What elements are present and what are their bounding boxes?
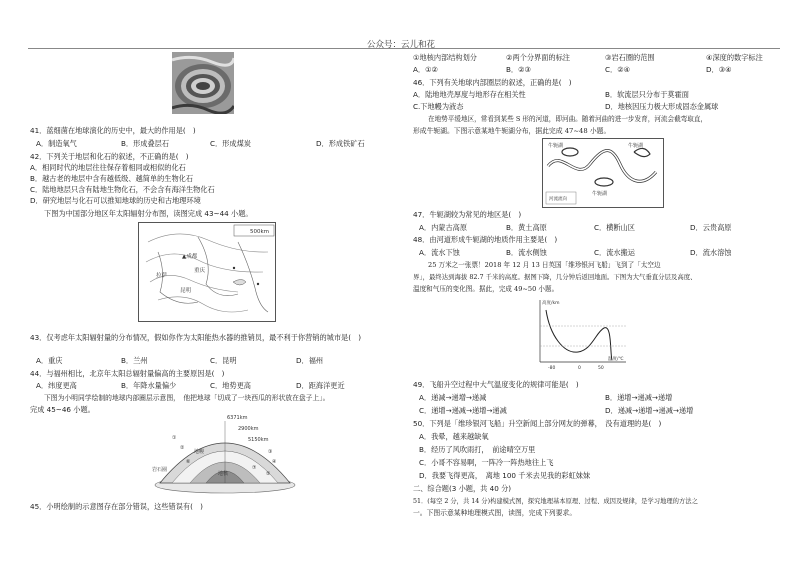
- diagram-label-mantle: 地幔: [194, 449, 205, 455]
- q46-stem: 46．下列有关地球内部圈层的叙述，正确的是( ): [413, 78, 572, 87]
- q43-option-d[interactable]: D．福州: [296, 356, 324, 365]
- earth-interior-diagram: [150, 413, 300, 495]
- diagram-marker-6: ⑥: [186, 459, 191, 465]
- atmosphere-temperature-chart: [528, 296, 630, 372]
- oxbow-legend-flow: 河流流向: [549, 197, 567, 202]
- q49-option-b[interactable]: B．递增→递减→递增: [605, 393, 673, 402]
- q44-option-d[interactable]: D．距海洋更近: [296, 381, 345, 390]
- q41-stem: 41．蓝细菌在地球演化的历史中，最大的作用是( ): [30, 126, 196, 135]
- account-label: 公众号：云儿和花: [367, 40, 436, 50]
- chart-x-axis-label: 温度/℃: [608, 357, 624, 362]
- q45-item-3: ③岩石圈的范围: [605, 53, 655, 62]
- q41-option-b[interactable]: B．形成叠层石: [121, 139, 170, 148]
- q48-option-a[interactable]: A．流水下蚀: [419, 248, 460, 257]
- q46-option-a[interactable]: A．陆地地壳厚度与地形存在相关性: [413, 90, 526, 99]
- q42-option-a[interactable]: A．相同时代的地层往往保存着相同或相似的化石: [30, 163, 186, 172]
- q49-option-a[interactable]: A．递减→递增→递减: [419, 393, 487, 402]
- q44-stem: 44．与福州相比，北京年太阳总辐射量偏高的主要原因是( ): [30, 369, 225, 378]
- q42-option-b[interactable]: B．越古老的地层中含有越低级、越简单的生物化石: [30, 174, 194, 183]
- q42-option-d[interactable]: D．研究地层与化石可以推知地球的历史和古地理环境: [30, 196, 201, 205]
- q50-option-c[interactable]: C．小哥不容易啊，一阵冷一阵热地往上飞: [419, 458, 554, 467]
- q41-option-a[interactable]: A．制造氧气: [36, 139, 77, 148]
- q41-option-d[interactable]: D．形成铁矿石: [316, 139, 365, 148]
- q45-item-2: ②两个分界面的标注: [506, 53, 570, 62]
- q43-option-b[interactable]: B．兰州: [121, 356, 148, 365]
- q47-option-a[interactable]: A．内蒙古高原: [419, 223, 468, 232]
- q48-stem: 48．由河道形成牛轭湖的地质作用主要是( ): [413, 235, 558, 244]
- solar-radiation-map: [138, 222, 276, 322]
- map-label-chongqing: 重庆: [194, 268, 206, 274]
- q45-option-b[interactable]: B．②③: [506, 65, 532, 74]
- q49-option-d[interactable]: D．递减→递增→递减→递增: [605, 406, 694, 415]
- q51-stem-line1: 51．(每空 2 分，共 14 分)构建模式图，探究地理基本原理、过程、成因及规律，是学习地理的方法之: [413, 498, 698, 505]
- q42-option-c[interactable]: C．陆地地层只含有陆地生物化石，不会含有海洋生物化石: [30, 185, 215, 194]
- q43-option-a[interactable]: A．重庆: [36, 356, 63, 365]
- chart-tick-0: 0: [578, 366, 581, 371]
- q43-stem: 43．仅考虑年太阳辐射量的分布情况，假如你作为太阳能热水器的推销员，最不利于你营销的城市是( ): [30, 333, 362, 342]
- q50-option-d[interactable]: D．我要飞得更高， 离地 100 千米去见我的彩虹妹妹: [419, 471, 591, 480]
- diagram-marker-3: ③: [268, 449, 273, 455]
- diagram-label-crust: 岩石圈: [152, 467, 168, 473]
- oxbow-label-2: 牛轭湖: [592, 191, 608, 197]
- q47-option-c[interactable]: C．横断山区: [594, 223, 635, 232]
- intro-43-44: 下图为中国部分地区年太阳辐射分布图，读图完成 43~44 小题。: [44, 209, 253, 218]
- q46-option-b[interactable]: B．软流层只分布于莫霍面: [605, 90, 689, 99]
- diagram-marker-2: ②: [180, 445, 185, 451]
- chart-tick-50: 50: [598, 366, 604, 371]
- q45-stem: 45．小明绘制的示意图存在部分错误，这些错误有( ): [30, 502, 203, 511]
- q44-option-c[interactable]: C．地势更高: [210, 381, 251, 390]
- q42-stem: 42．下列关于地层和化石的叙述，不正确的是( ): [30, 152, 189, 161]
- q48-option-b[interactable]: B．流水侧蚀: [506, 248, 547, 257]
- diagram-depth-2900: 2900km: [238, 426, 259, 432]
- intro-49-50-line1: 25 万米之一张票！2018 年 12 月 13 日英国「维珍银河飞船」飞到了「太空边: [428, 261, 661, 269]
- q44-option-b[interactable]: B．年降水量偏少: [121, 381, 177, 390]
- map-label-chengdu: ▲成都: [182, 254, 198, 260]
- intro-47-48-line2: 形成牛轭湖。下图示意某地牛轭湖分布，据此完成 47~48 小题。: [413, 127, 611, 135]
- q44-option-a[interactable]: A．纬度更高: [36, 381, 77, 390]
- q49-option-c[interactable]: C．递增→递减→递增→递减: [419, 406, 507, 415]
- diagram-marker-5: ⑤: [266, 471, 271, 477]
- oxbow-lake-map: [542, 138, 664, 208]
- q48-option-d[interactable]: D．流水溶蚀: [690, 248, 732, 257]
- map-scale-label: 500km: [250, 229, 270, 235]
- intro-45-46-line1: 下图为小明同学绘制的地球内部圈层示意图， 他把地球「切成了一块西瓜的形状放在盘子上」。: [44, 394, 330, 402]
- q45-option-c[interactable]: C．②④: [605, 65, 631, 74]
- section-2-heading: 二、综合题(3 小题，共 40 分): [413, 484, 512, 493]
- q41-option-c[interactable]: C．形成煤炭: [210, 139, 251, 148]
- q50-option-b[interactable]: B．经历了风吹雨打， 前途晴空万里: [419, 445, 536, 454]
- q43-option-c[interactable]: C．昆明: [210, 356, 237, 365]
- diagram-marker-4: ④: [272, 459, 277, 465]
- q45-item-4: ④深度的数字标注: [706, 53, 763, 62]
- right-column: [400, 0, 800, 565]
- intro-49-50-line3: 温度和气压的变化图。据此，完成 49~50 小题。: [413, 285, 559, 293]
- oxbow-label-3: 牛轭湖: [628, 143, 644, 149]
- diagram-depth-6371: 6371km: [227, 415, 248, 421]
- diagram-depth-5150: 5150km: [248, 437, 269, 443]
- q50-option-a[interactable]: A．我晕，越来越缺氧: [419, 432, 489, 441]
- q47-option-b[interactable]: B．黄土高原: [506, 223, 547, 232]
- q45-option-d[interactable]: D．③④: [706, 65, 732, 74]
- q51-stem-line2: 一。下图示意某种地理模式图，读图，完成下列要求。: [413, 509, 577, 517]
- chart-y-axis-label: 高度/km: [542, 301, 560, 306]
- diagram-label-core: 地核: [218, 471, 229, 477]
- q49-stem: 49．飞船升空过程中大气温度变化的规律可能是( ): [413, 380, 579, 389]
- diagram-marker-1: ①: [172, 435, 177, 441]
- map-label-kunming: 昆明: [180, 288, 192, 294]
- intro-45-46-line2: 完成 45~46 小题。: [30, 405, 95, 414]
- chart-tick-minus80: -80: [548, 366, 556, 371]
- map-label-lhasa: 拉萨: [156, 273, 168, 279]
- q47-option-d[interactable]: D．云贵高原: [690, 223, 732, 232]
- q50-stem: 50．下列是「维珍银河飞船」升空新闻上部分网友的弹幕， 没有道理的是( ): [413, 419, 662, 428]
- intro-49-50-line2: 界」，最终达到海拔 82.7 千米的高度。据图下降，几分钟后返回地面。下图为大气垂直分层及高度、: [413, 273, 697, 281]
- intro-47-48-line1: 在地势平缓地区，常看到某些 S 形的河道，即河曲。随着河曲的进一步发育，河流会截弯取直，: [428, 115, 708, 123]
- q45-item-1: ①地核内部结构划分: [413, 53, 477, 62]
- stromatolite-photo: [172, 52, 234, 114]
- q45-option-a[interactable]: A．①②: [413, 65, 438, 74]
- q48-option-c[interactable]: C．流水搬运: [594, 248, 635, 257]
- q46-option-c[interactable]: C.下地幔为液态: [413, 102, 464, 111]
- diagram-marker-7: ⑦: [252, 465, 257, 471]
- q47-stem: 47．牛轭湖较为常见的地区是( ): [413, 210, 522, 219]
- q46-option-d[interactable]: D．地核因压力极大形成固态金属球: [605, 102, 719, 111]
- oxbow-label-1: 牛轭湖: [548, 143, 564, 149]
